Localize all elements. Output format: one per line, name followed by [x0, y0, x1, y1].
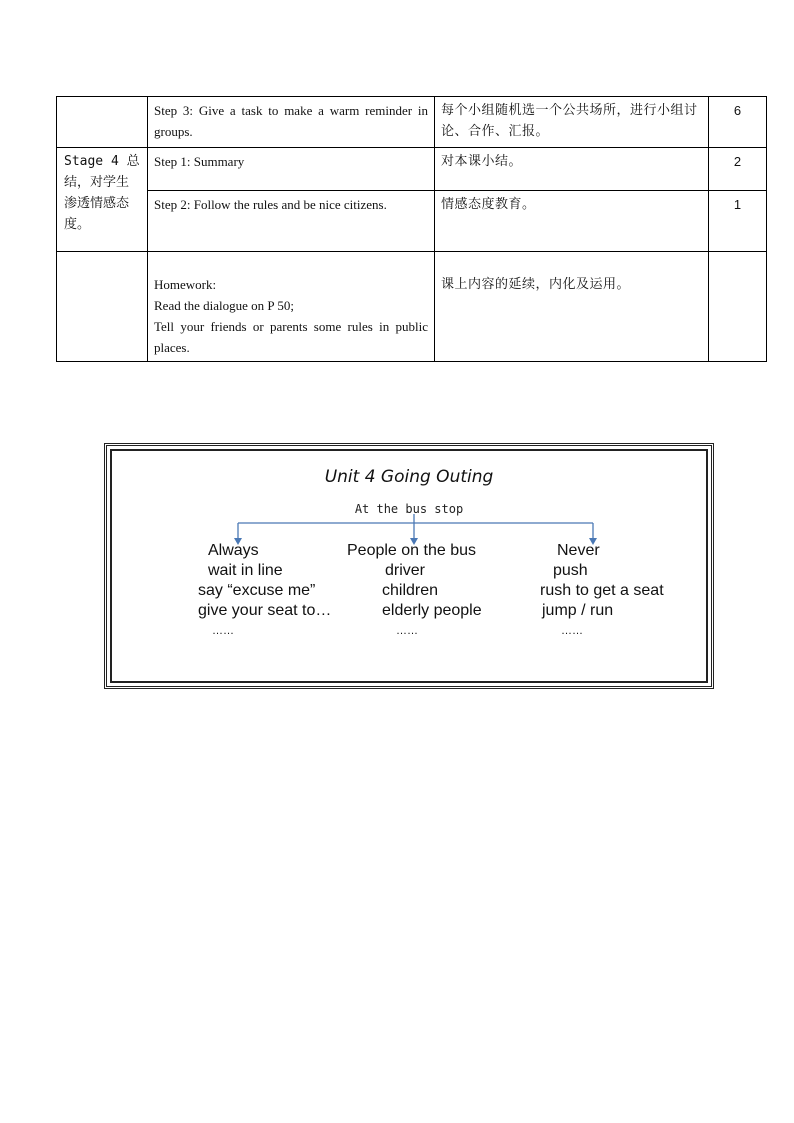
homework-line: Tell your friends or parents some rules in public places.	[154, 319, 428, 355]
list-item: jump / run	[542, 602, 614, 619]
note-cell: 课上内容的延续，内化及运用。	[435, 252, 709, 362]
list-item: children	[382, 582, 439, 599]
step-cell: Step 1: Summary	[148, 148, 435, 191]
step-cell: Step 3: Give a task to make a warm reminder in groups.	[148, 97, 435, 148]
lesson-plan-table	[56, 96, 767, 362]
minutes-cell: 2	[709, 148, 767, 191]
note-cell: 每个小组随机选一个公共场所，进行小组讨论、合作、汇报。	[435, 97, 709, 148]
list-more: ……	[396, 625, 418, 637]
stage-cell	[57, 252, 148, 362]
step-cell: Step 2: Follow the rules and be nice citizens.	[148, 191, 435, 252]
board-subtitle: At the bus stop	[354, 502, 464, 516]
never-column	[540, 541, 664, 641]
list-more: ……	[561, 625, 583, 637]
list-item: elderly people	[382, 602, 482, 619]
list-item: driver	[385, 562, 426, 579]
always-column	[198, 541, 332, 641]
minutes-cell: 1	[709, 191, 767, 252]
column-heading: Always	[208, 542, 259, 559]
people-column	[347, 541, 482, 641]
column-heading: Never	[557, 542, 600, 559]
list-item: push	[553, 562, 588, 579]
board-title: Unit 4 Going Outing	[324, 467, 494, 487]
list-item: say “excuse me”	[198, 582, 316, 599]
stage-label: Stage 4 总结，对学生渗透情感态度。	[57, 148, 148, 252]
stage-cell	[57, 97, 148, 148]
minutes-cell	[709, 252, 767, 362]
homework-cell	[148, 252, 435, 362]
column-heading: People on the bus	[347, 542, 476, 559]
table-row	[57, 252, 767, 362]
table-row	[57, 191, 767, 252]
table-row	[57, 97, 767, 148]
list-more: ……	[212, 625, 234, 637]
list-item: wait in line	[208, 562, 283, 579]
list-item: rush to get a seat	[540, 582, 664, 599]
blackboard-design	[104, 443, 714, 689]
note-cell: 情感态度教育。	[435, 191, 709, 252]
homework-line: Read the dialogue on P 50;	[154, 298, 294, 313]
homework-title: Homework:	[154, 277, 217, 292]
table-row	[57, 148, 767, 191]
note-cell: 对本课小结。	[435, 148, 709, 191]
list-item: give your seat to…	[198, 602, 332, 619]
minutes-cell: 6	[709, 97, 767, 148]
